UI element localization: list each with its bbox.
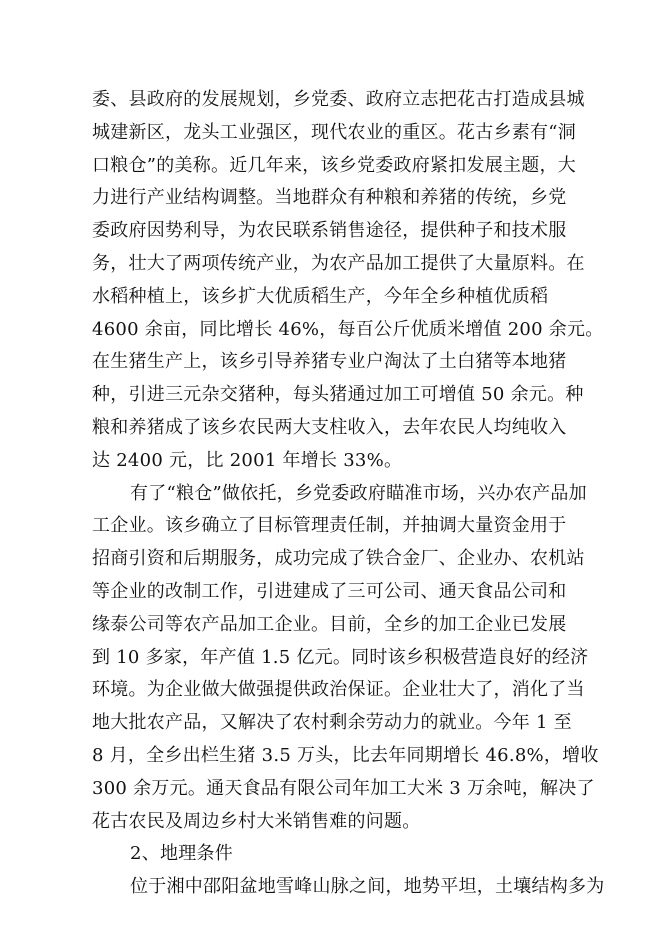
text-line: 4600 余亩，同比增长 46%，每百公斤优质米增值 200 余元。 [92, 318, 604, 340]
text-line: 8 月，全乡出栏生猪 3.5 万头，比去年同期增长 46.8%，增收 [92, 744, 599, 766]
text-line: 粮和养猪成了该乡农民两大支柱收入，去年农民人均纯收入 [92, 416, 567, 438]
section-heading: 2、地理条件 [130, 843, 233, 865]
text-line-first: 位于湘中邵阳盆地雪峰山脉之间，地势平坦，土壤结构多为 [130, 876, 605, 898]
text-line: 300 余万元。通天食品有限公司年加工大米 3 万余吨，解决了 [92, 777, 595, 799]
text-line: 花古农民及周边乡村大米销售难的问题。 [92, 810, 421, 832]
text-line: 城建新区，龙头工业强区，现代农业的重区。花古乡素有“洞 [92, 121, 576, 143]
text-line: 工企业。该乡确立了目标管理责任制，并抽调大量资金用于 [92, 515, 567, 537]
text-line: 力进行产业结构调整。当地群众有种粮和养猪的传统，乡党 [92, 187, 567, 209]
text-line: 招商引资和后期服务，成功完成了铁合金厂、企业办、农机站 [92, 548, 585, 570]
text-line: 委、县政府的发展规划，乡党委、政府立志把花古打造成县城 [92, 89, 585, 110]
text-line: 环境。为企业做大做强提供政治保证。企业壮大了，消化了当 [92, 679, 585, 701]
text-line: 等企业的改制工作，引进建成了三可公司、通天食品公司和 [92, 580, 567, 602]
document-body [92, 84, 605, 904]
text-line: 地大批农产品，又解决了农村剩余劳动力的就业。今年 1 至 [92, 712, 572, 734]
text-line: 缘泰公司等农产品加工企业。目前，全乡的加工企业已发展 [92, 613, 567, 635]
text-line: 达 2400 元，比 2001 年增长 33%。 [92, 449, 403, 471]
text-line: 到 10 多家，年产值 1.5 亿元。同时该乡积极营造良好的经济 [92, 646, 589, 668]
paragraph-development [92, 84, 604, 478]
text-line: 种，引进三元杂交猪种，每头猪通过加工可增值 50 余元。种 [92, 384, 584, 406]
paragraph-processing-enterprises [92, 478, 599, 839]
text-line: 委政府因势利导，为农民联系销售途径，提供种子和技术服 [92, 220, 567, 242]
text-line: 口粮仓”的美称。近几年来，该乡党委政府紧扣发展主题，大 [92, 154, 576, 176]
text-line: 在生猪生产上，该乡引导养猪专业户淘汰了土白猪等本地猪 [92, 351, 567, 373]
paragraph-geography [92, 871, 605, 904]
text-line: 务，壮大了两项传统产业，为农产品加工提供了大量原料。在 [92, 252, 585, 274]
text-line: 水稻种植上，该乡扩大优质稻生产，今年全乡种植优质稻 [92, 285, 549, 307]
text-line-first: 有了“粮仓”做依托，乡党委政府瞄准市场，兴办农产品加 [130, 482, 587, 504]
